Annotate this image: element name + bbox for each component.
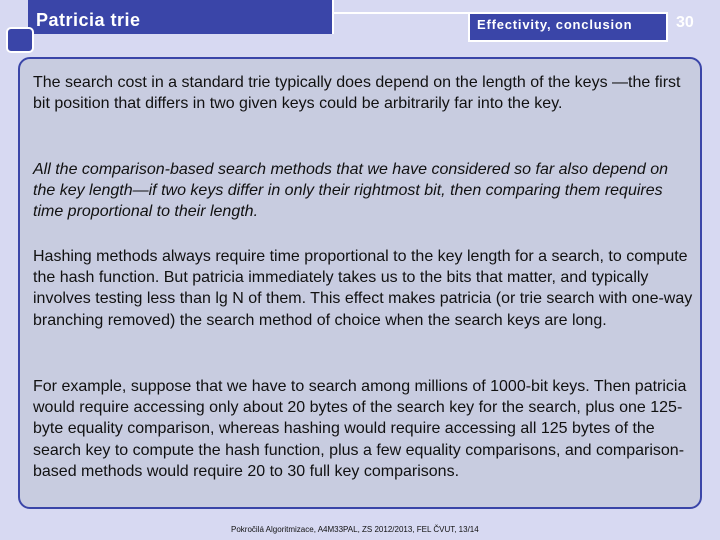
title-divider-line xyxy=(332,12,472,14)
paragraph-comparison-methods: All the comparison-based search methods that we have considered so far also depend on the key length—if two keys differ in only their rightmost bit, then comparing them requires time proportional to their length. xyxy=(33,161,669,221)
paragraph-trie-cost: The search cost in a standard trie typically does depend on the length of the keys —the first bit position that differs in two given keys could be arbitrarily far into the key. xyxy=(33,74,681,113)
slide-subtitle: Effectivity, conclusion xyxy=(477,17,633,32)
corner-decoration xyxy=(6,27,34,53)
slide-title: Patricia trie xyxy=(36,10,141,30)
paragraph-example: For example, suppose that we have to search among millions of 1000-bit keys. Then patricia would require accessing only about 20 bytes of the search key for the search, plus one 125-byte equality comparison, whereas hashing would require accessing all 125 bytes of the search key to compute the hash function, plus a few equality comparisons, and comparison-based methods would require 20 to 30 full key comparisons. xyxy=(33,378,687,480)
page-number: 30 xyxy=(676,14,694,31)
paragraph-hashing-methods: Hashing methods always require time proportional to the key length for a search, to compute the hash function. But patricia immediately takes us to the bits that matter, and typically involves testing less than lg N of them. This effect makes patricia (or trie search with one-way branching removed) the search method of choice when the search keys are long. xyxy=(33,248,693,329)
footer-text: Pokročilá Algoritmizace, A4M33PAL, ZS 2012/2013, FEL ČVUT, 13/14 xyxy=(231,525,479,534)
